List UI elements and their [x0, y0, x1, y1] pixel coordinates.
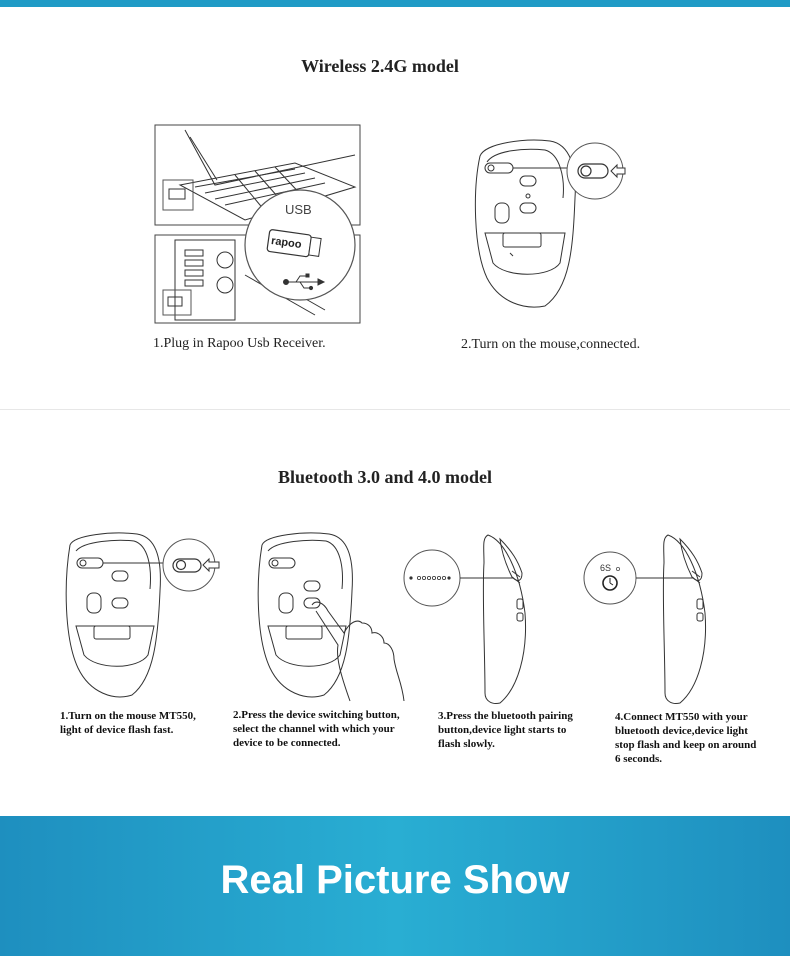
bt-step4-side-mouse-illustration [580, 533, 740, 708]
banner-title: Real Picture Show [220, 858, 570, 902]
bt-step2-caption: 2.Press the device switching button, select the channel with which your device to be connected. [233, 709, 400, 749]
bt-step1-mouse-illustration [62, 533, 227, 703]
mouse-power-switch-illustration [465, 138, 635, 310]
bt-step2-mouse-hand-illustration [254, 533, 414, 703]
section-divider [0, 409, 790, 410]
timer-label: 6S [600, 563, 612, 573]
wireless-step1-caption: 1.Plug in Rapoo Usb Receiver. [153, 336, 326, 351]
top-accent-bar [0, 0, 790, 7]
bt-step1-caption: 1.Turn on the mouse MT550, light of device flash fast. [60, 710, 196, 736]
wireless-step2-caption: 2.Turn on the mouse,connected. [461, 337, 641, 352]
usb-label: USB [285, 202, 312, 217]
bluetooth-section-title: Bluetooth 3.0 and 4.0 model [277, 467, 493, 487]
bt-step3-side-mouse-illustration [400, 533, 550, 708]
bt-step4-caption: 4.Connect MT550 with your bluetooth device,device light stop flash and keep on around 6 seconds. [615, 711, 757, 765]
bt-step3-caption: 3.Press the bluetooth pairing button,device light starts to flash slowly. [438, 710, 573, 750]
receiver-brand-label: rapoo [270, 234, 303, 252]
wireless-section-title: Wireless 2.4G model [301, 56, 459, 76]
